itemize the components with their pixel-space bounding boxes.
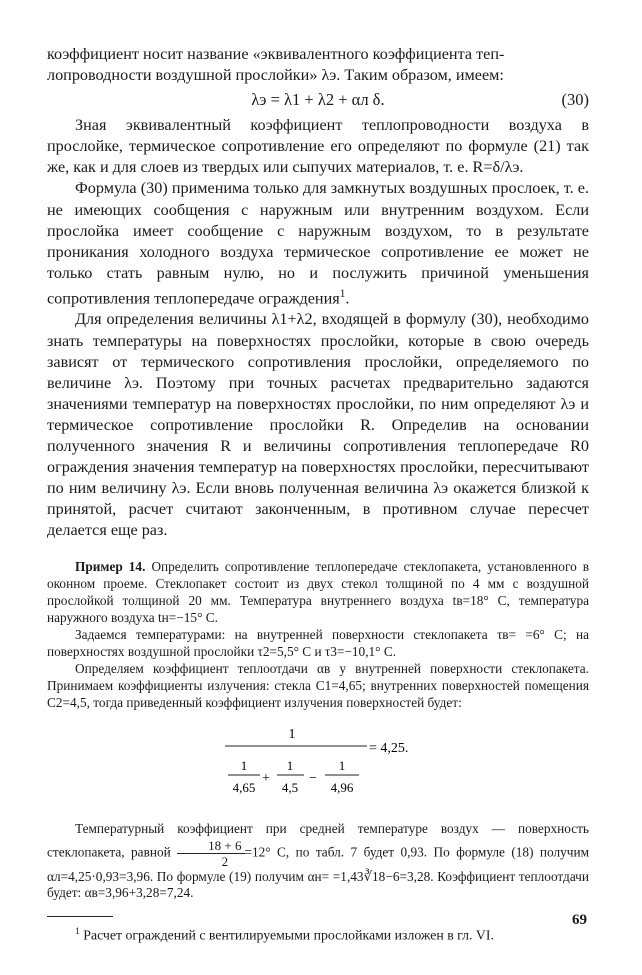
term-3	[325, 758, 359, 795]
term-3-num: 1	[338, 757, 346, 773]
term-2	[277, 758, 304, 795]
paragraph-formula-applicability	[47, 178, 589, 309]
para1-line2: лопроводности воздушной прослойки» λэ. Таким образом, имеем:	[47, 66, 504, 85]
paragraph-continuation	[47, 44, 589, 86]
example-text: Определить сопротивление теплопередаче стеклопакета, установленного в оконном проеме. Стеклопакет состоит из двух стекол толщиной по 4 мм с воздушной прослойкой толщиной 20 мм. Температура внутреннего воздуха tв=18° C, температура наружного воздуха tн=−15° C.	[47, 559, 590, 626]
mean-temp-fraction	[177, 838, 244, 869]
term-1	[228, 758, 260, 795]
footnote	[47, 923, 589, 945]
mean-temp-den: 2	[221, 853, 229, 869]
footnote-mark: 1	[75, 926, 80, 938]
mean-temp-num: 18 + 6	[177, 838, 244, 854]
para3-end: .	[345, 289, 350, 308]
term-1-den: 4,65	[232, 779, 256, 795]
big-frac-result: = 4,25.	[369, 740, 409, 756]
term-2-op: +	[262, 770, 270, 786]
para3-text: Формула (30) применима только для замкнутых воздушных прослоек, т. е. не имеющих сообщения с наружным или внутренним воздухом. Если прослойка имеет сообщение с наружным воздухом, то в результате проникания холодного воздуха термическое сопротивление ее может не только стать равным нулю, но и послужить причиной уменьшения сопротивления теплопередаче ограждения	[47, 179, 589, 308]
footnote-text: Расчет ограждений с вентилируемыми прослойками изложен в гл. VI.	[83, 927, 494, 943]
term-3-den: 4,96	[330, 779, 354, 795]
term-1-num: 1	[240, 757, 248, 773]
term-2-den: 4,5	[281, 779, 299, 795]
formula-30-number: (30)	[561, 90, 589, 110]
formula-30-expression: λэ = λ1 + λ2 + αл δ.	[251, 90, 385, 110]
formula-30	[47, 88, 589, 112]
reduced-emissivity-formula	[47, 720, 589, 806]
para1-line1: коэффициент носит название «эквивалентного коэффициента теп-	[47, 45, 505, 63]
example-label: Пример 14.	[75, 559, 146, 575]
term-3-op: −	[309, 770, 317, 786]
ex-p4-start: Температурный коэффициент при средней температуре воздух — поверхность стеклопакета, равной	[47, 820, 589, 860]
example-emissivity: Определяем коэффициент теплоотдачи αв у внутренней поверхности стеклопакета. Принимаем коэффициенты излучения: стекла C1=4,65; внутренних поверхностей помещения C2=4,5, тогда приведенный коэффициент излучения поверхностей будет:	[47, 660, 589, 710]
paragraph-equivalent-conductivity: Зная эквивалентный коэффициент теплопроводности воздуха в прослойке, термическое сопротивление его определяют по формуле (21) так же, как и для слоев из твердых или сыпучих материалов, т. е. R=δ/λэ.	[47, 116, 589, 177]
ex-p4-end: =12° C, по табл. 7 будет 0,93. По формуле (18) получим αл=4,25·0,93=3,96. По формуле (19) получим αн= =1,43∛18−6=3,28. Коэффициент теплоотдачи будет: αв=3,96+3,28=7,24.	[47, 844, 590, 901]
page-body	[47, 44, 589, 945]
footnote-divider	[47, 916, 113, 917]
example-14	[47, 559, 589, 902]
example-temperature-coefficient	[47, 821, 589, 903]
example-temperatures: Задаемся температурами: на внутренней поверхности стеклопакета τв= =6° C; на поверхностях воздушной прослойки τ2=5,5° C и τ3=−10,1° C.	[47, 627, 589, 659]
paragraph-determination: Для определения величины λ1+λ2, входящей в формулу (30), необходимо знать температуры на поверхностях прослойки, которые в свою очередь зависят от термического сопротивления прослойки, определяемого по величине λэ. Поэтому при точных расчетах предварительно задаются значениями температур на поверхностях прослойки, по ним определяют λэ и термическое сопротивление прослойки R. Определив на основании полученного значения R и величины сопротивления теплопередаче R0 ограждения значения температур на поверхностях прослойки, пересчитывают по ним величину λэ. Если вновь полученная величина λэ окажется близкой к принятой, расчет считают законченным, в противном случае пересчет делается еще раз.	[47, 310, 589, 540]
big-frac-numerator: 1	[288, 726, 296, 742]
footnote-reference: 1	[339, 287, 346, 300]
example-statement	[47, 559, 589, 627]
page-number: 69	[572, 912, 587, 928]
term-2-num: 1	[286, 757, 294, 773]
